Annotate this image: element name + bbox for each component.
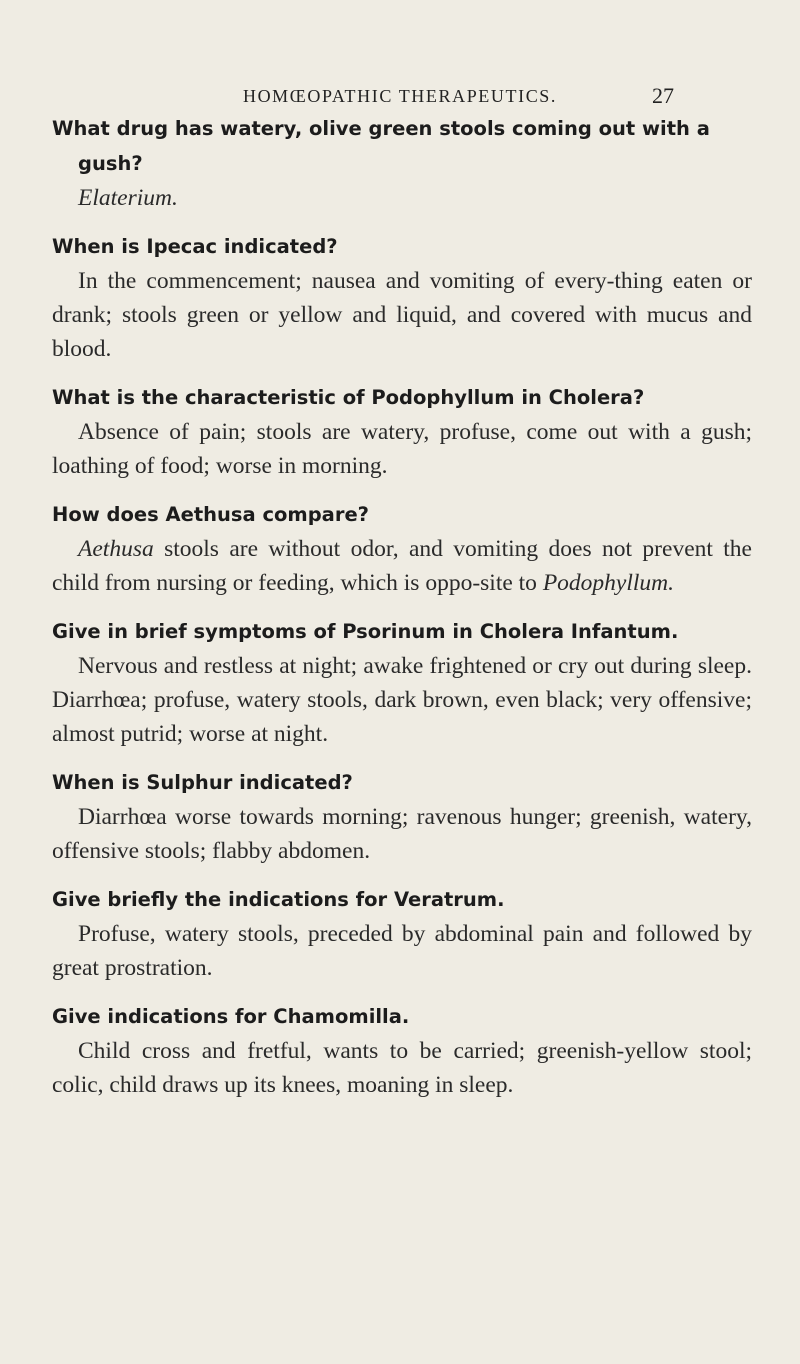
page-content [52, 111, 752, 1116]
answer-ipecac: In the commencement; nausea and vomiting of every-thing eaten or drank; stools green or yellow and liquid, and covered with mucus and blood. [52, 268, 752, 362]
running-title: HOMŒOPATHIC THERAPEUTICS. [242, 86, 558, 106]
question-aethusa: How does Aethusa compare? [52, 503, 369, 526]
question-psorinum: Give in brief symptoms of Psorinum in Cholera Infantum. [52, 620, 679, 643]
answer-italic-lead: Aethusa [78, 536, 154, 562]
question-ipecac: When is Ipecac indicated? [52, 235, 338, 258]
question-veratrum: Give briefly the indications for Veratrum. [52, 888, 505, 911]
answer-psorinum: Nervous and restless at night; awake frightened or cry out during sleep. Diarrhœa; profuse, watery stools, dark brown, even black; very offensive; almost putrid; worse at night. [52, 653, 752, 747]
answer-text: stools are without odor, and vomiting does not prevent the child from nursing or feeding, which is oppo-site to [52, 536, 752, 596]
answer-podophyllum: Absence of pain; stools are watery, profuse, come out with a gush; loathing of food; worse in morning. [52, 419, 752, 479]
question-chamomilla: Give indications for Chamomilla. [52, 1005, 410, 1028]
page-number: 27 [652, 83, 674, 108]
answer-elaterium [52, 181, 752, 215]
answer-chamomilla: Child cross and fretful, wants to be carried; greenish-yellow stool; colic, child draws up its knees, moaning in sleep. [52, 1038, 752, 1098]
running-head [0, 81, 800, 111]
answer-italic-tail: Podophyllum. [542, 570, 675, 596]
question-podophyllum: What is the characteristic of Podophyllum in Cholera? [52, 386, 645, 409]
question-elaterium: What drug has watery, olive green stools coming out with a gush? [52, 117, 710, 175]
answer-italic-text: Elaterium. [78, 185, 178, 211]
question-sulphur: When is Sulphur indicated? [52, 771, 353, 794]
answer-aethusa [52, 532, 752, 600]
answer-veratrum: Profuse, watery stools, preceded by abdominal pain and followed by great prostration. [52, 921, 752, 981]
answer-sulphur: Diarrhœa worse towards morning; ravenous hunger; greenish, watery, offensive stools; flabby abdomen. [52, 804, 752, 864]
